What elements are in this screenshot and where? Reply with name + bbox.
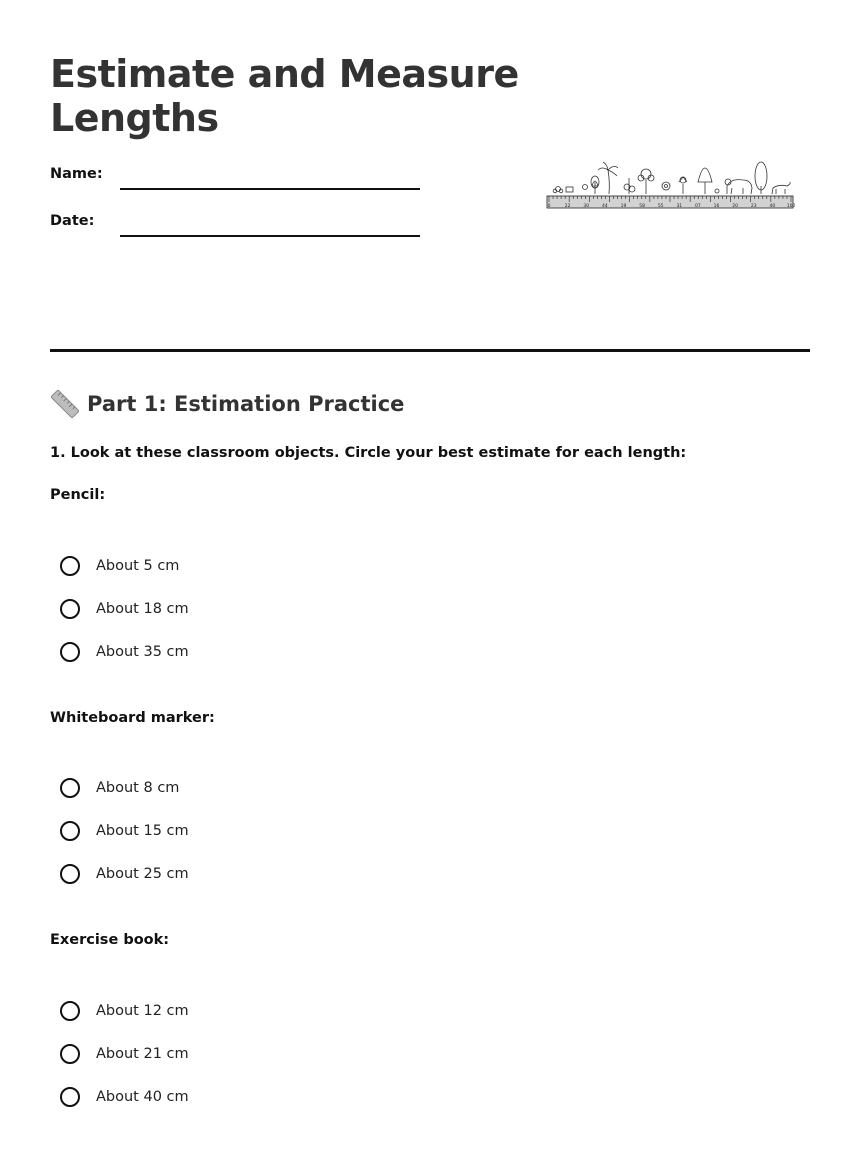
option-label: About 12 cm bbox=[96, 1003, 189, 1019]
section-divider bbox=[50, 349, 810, 352]
option-label: About 25 cm bbox=[96, 866, 189, 882]
option-label: About 40 cm bbox=[96, 1089, 189, 1105]
ruler-tick-label: 31 bbox=[676, 204, 683, 209]
ruler-tick-label: 23 bbox=[750, 204, 757, 209]
ruler-icon bbox=[50, 389, 80, 419]
question-1: 1. Look at these classroom objects. Circle your best estimate for each length: bbox=[50, 445, 687, 461]
option-circle[interactable] bbox=[60, 864, 80, 884]
option-book-2[interactable] bbox=[60, 1041, 189, 1067]
option-circle[interactable] bbox=[60, 1044, 80, 1064]
ruler-illustration bbox=[545, 158, 795, 214]
option-circle[interactable] bbox=[60, 1087, 80, 1107]
page-title bbox=[50, 52, 519, 140]
option-circle[interactable] bbox=[60, 556, 80, 576]
name-line[interactable] bbox=[120, 188, 420, 190]
ruler-tick-label: 22 bbox=[564, 204, 571, 209]
ruler-tick-label: 58 bbox=[639, 204, 645, 209]
option-label: About 21 cm bbox=[96, 1046, 189, 1062]
title-line-2: Lengths bbox=[50, 96, 219, 140]
ruler-tick-label: 44 bbox=[601, 204, 608, 209]
ruler-tick-label: 16 bbox=[713, 204, 720, 209]
ruler-tick-label: 55 bbox=[657, 204, 664, 209]
option-label: About 15 cm bbox=[96, 823, 189, 839]
ruler-tick-label: 0 bbox=[547, 204, 551, 209]
option-circle[interactable] bbox=[60, 1001, 80, 1021]
name-field[interactable] bbox=[50, 166, 430, 196]
option-label: About 35 cm bbox=[96, 644, 189, 660]
option-pencil-1[interactable] bbox=[60, 553, 179, 579]
name-label: Name: bbox=[50, 166, 103, 182]
option-book-3[interactable] bbox=[60, 1084, 189, 1110]
option-pencil-3[interactable] bbox=[60, 639, 189, 665]
option-circle[interactable] bbox=[60, 778, 80, 798]
title-line-1: Estimate and Measure bbox=[50, 52, 519, 96]
option-marker-2[interactable] bbox=[60, 818, 189, 844]
ruler-tick-label: 100 bbox=[786, 204, 795, 209]
option-marker-1[interactable] bbox=[60, 775, 179, 801]
ruler-tick-label: 40 bbox=[769, 204, 776, 209]
option-pencil-2[interactable] bbox=[60, 596, 189, 622]
date-field[interactable] bbox=[50, 213, 430, 243]
option-circle[interactable] bbox=[60, 821, 80, 841]
option-circle[interactable] bbox=[60, 642, 80, 662]
part1-title: Part 1: Estimation Practice bbox=[87, 392, 405, 416]
date-line[interactable] bbox=[120, 235, 420, 237]
object-label-pencil: Pencil: bbox=[50, 487, 106, 503]
date-label: Date: bbox=[50, 213, 95, 229]
option-label: About 5 cm bbox=[96, 558, 180, 574]
part1-heading bbox=[50, 388, 404, 420]
option-label: About 8 cm bbox=[96, 780, 180, 796]
object-label-marker: Whiteboard marker: bbox=[50, 710, 215, 726]
ruler-tick-label: 20 bbox=[732, 204, 739, 209]
object-label-exercise-book: Exercise book: bbox=[50, 932, 170, 948]
option-label: About 18 cm bbox=[96, 601, 189, 617]
option-circle[interactable] bbox=[60, 599, 80, 619]
ruler-tick-label: 07 bbox=[695, 204, 701, 209]
ruler-tick-label: 19 bbox=[620, 204, 627, 209]
ruler-tick-label: 30 bbox=[583, 204, 590, 209]
option-marker-3[interactable] bbox=[60, 861, 189, 887]
option-book-1[interactable] bbox=[60, 998, 189, 1024]
